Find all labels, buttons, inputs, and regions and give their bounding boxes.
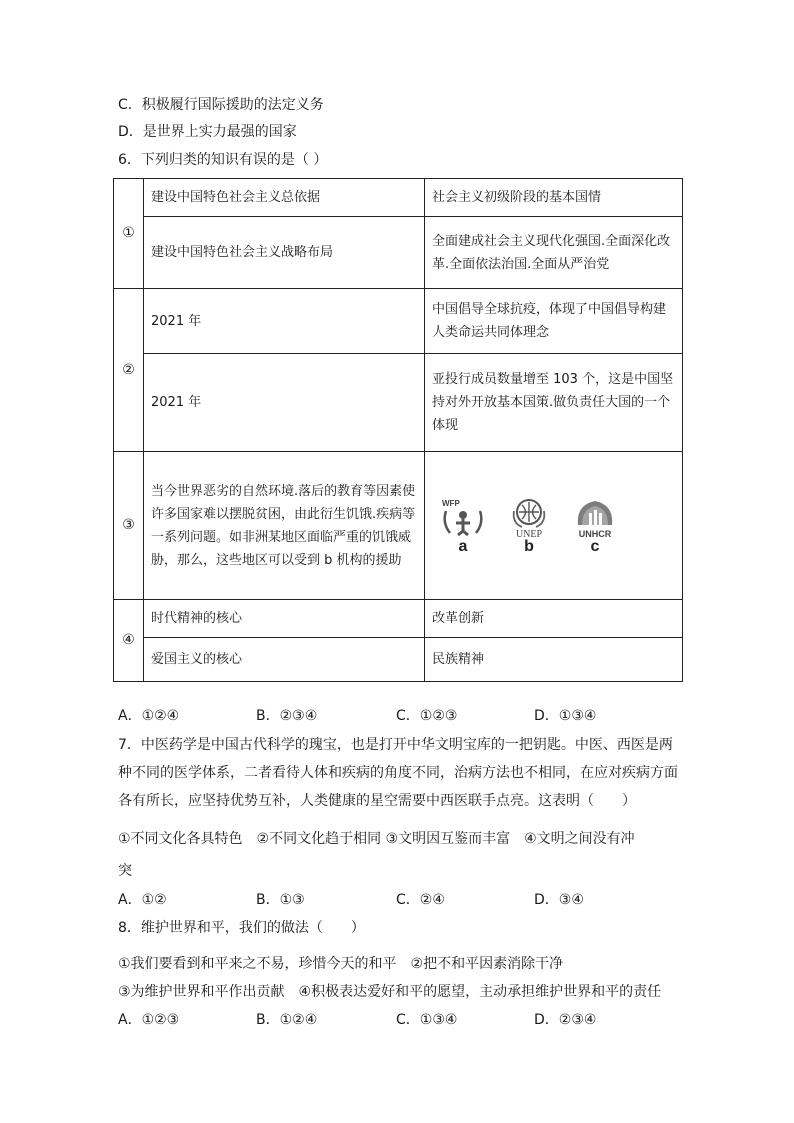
table-cell-right: 中国倡导全球抗疫，体现了中国倡导构建人类命运共同体理念: [425, 289, 683, 354]
q6-option-c[interactable]: C．①②③: [396, 708, 458, 724]
svg-text:UNHCR: UNHCR: [578, 528, 612, 539]
table-cell-right: 改革创新: [425, 600, 683, 638]
group-number: ④: [114, 600, 144, 682]
q8-option-c[interactable]: C．①③④: [396, 1012, 458, 1028]
table-row: [114, 354, 683, 452]
q6-stem: 6．下列归类的知识有误的是（ ）: [118, 152, 328, 168]
q8-options: [118, 1010, 718, 1030]
q8-stem: 8．维护世界和平，我们的做法（ ）: [118, 920, 365, 936]
svg-text:WFP: WFP: [442, 498, 460, 508]
unep-logo: [500, 497, 558, 555]
q6-option-b[interactable]: B．②③④: [256, 708, 318, 724]
q7-options: [118, 890, 718, 910]
table-cell-left: 时代精神的核心: [144, 600, 425, 638]
q7-option-b[interactable]: B．①③: [256, 892, 305, 908]
table-cell-logos: [425, 452, 683, 600]
unhcr-logo: [566, 497, 624, 555]
q6-options: [118, 706, 718, 726]
q6-knowledge-table: [113, 178, 683, 682]
table-row: [114, 600, 683, 638]
q6-option-a[interactable]: A．①②④: [118, 708, 180, 724]
wfp-logo: [434, 497, 492, 555]
unhcr-logo-icon: [568, 497, 622, 539]
un-agency-logos: [432, 497, 675, 555]
table-cell-right: 社会主义初级阶段的基本国情: [425, 179, 683, 217]
q8-statements-line-1: ①我们要看到和平来之不易，珍惜今天的和平 ②把不和平因素消除干净: [118, 956, 564, 972]
logo-letter-c: c: [590, 537, 600, 555]
table-cell-left: 建设中国特色社会主义总依据: [144, 179, 425, 217]
table-row: [114, 638, 683, 682]
group-number: ①: [114, 179, 144, 289]
q8-statements-line-2: ③为维护世界和平作出贡献 ④积极表达爱好和平的愿望，主动承担维护世界和平的责任: [118, 984, 662, 1000]
q8-option-b[interactable]: B．①②④: [256, 1012, 318, 1028]
table-cell-left: 建设中国特色社会主义战略布局: [144, 217, 425, 289]
table-row: [114, 179, 683, 217]
group-number: ②: [114, 289, 144, 452]
q7-stem-line-1: 7．中医药学是中国古代科学的瑰宝，也是打开中华文明宝库的一把钥匙。中医、西医是两: [118, 737, 673, 753]
group-number: ③: [114, 452, 144, 600]
q7-stem-line-2: 种不同的医学体系，二者看待人体和疾病的角度不同，治病方法也不相同，在应对疾病方面: [118, 765, 678, 781]
unep-logo-icon: [504, 497, 554, 539]
table-cell-left: 2021 年: [144, 354, 425, 452]
q5-option-d: D．是世界上实力最强的国家: [118, 124, 297, 140]
q7-option-d[interactable]: D．③④: [534, 892, 584, 908]
table-row: [114, 289, 683, 354]
table-cell-right: 民族精神: [425, 638, 683, 682]
table-row: [114, 217, 683, 289]
q7-statements-line-1: ①不同文化各具特色 ②不同文化趋于相同 ③文明因互鉴而丰富 ④文明之间没有冲: [118, 831, 635, 847]
table-cell-left: 爱国主义的核心: [144, 638, 425, 682]
table-row: [114, 452, 683, 600]
logo-letter-a: a: [458, 537, 468, 555]
q8-option-d[interactable]: D．②③④: [534, 1012, 597, 1028]
table-cell-left: 当今世界恶劣的自然环境.落后的教育等因素使许多国家难以摆脱贫困，由此衍生饥饿.疾病等一系列问题。如非洲某地区面临严重的饥饿威胁，那么，这些地区可以受到 b 机构的援助: [144, 452, 425, 600]
q6-option-d[interactable]: D．①③④: [534, 708, 597, 724]
q7-statements-line-2: 突: [118, 863, 132, 879]
q7-option-c[interactable]: C．②④: [396, 892, 445, 908]
svg-text:UNEP: UNEP: [515, 528, 543, 539]
wfp-logo-icon: [438, 497, 488, 539]
q8-option-a[interactable]: A．①②③: [118, 1012, 180, 1028]
table-cell-left: 2021 年: [144, 289, 425, 354]
q5-option-c: C．积极履行国际援助的法定义务: [118, 97, 324, 113]
table-cell-right: 亚投行成员数量增至 103 个，这是中国坚持对外开放基本国策.做负责任大国的一个体现: [425, 354, 683, 452]
logo-letter-b: b: [524, 537, 534, 555]
q7-stem-line-3: 各有所长，应坚持优势互补，人类健康的星空需要中西医联手点亮。这表明（ ）: [118, 793, 636, 809]
table-cell-right: 全面建成社会主义现代化强国.全面深化改革.全面依法治国.全面从严治党: [425, 217, 683, 289]
q7-option-a[interactable]: A．①②: [118, 892, 167, 908]
